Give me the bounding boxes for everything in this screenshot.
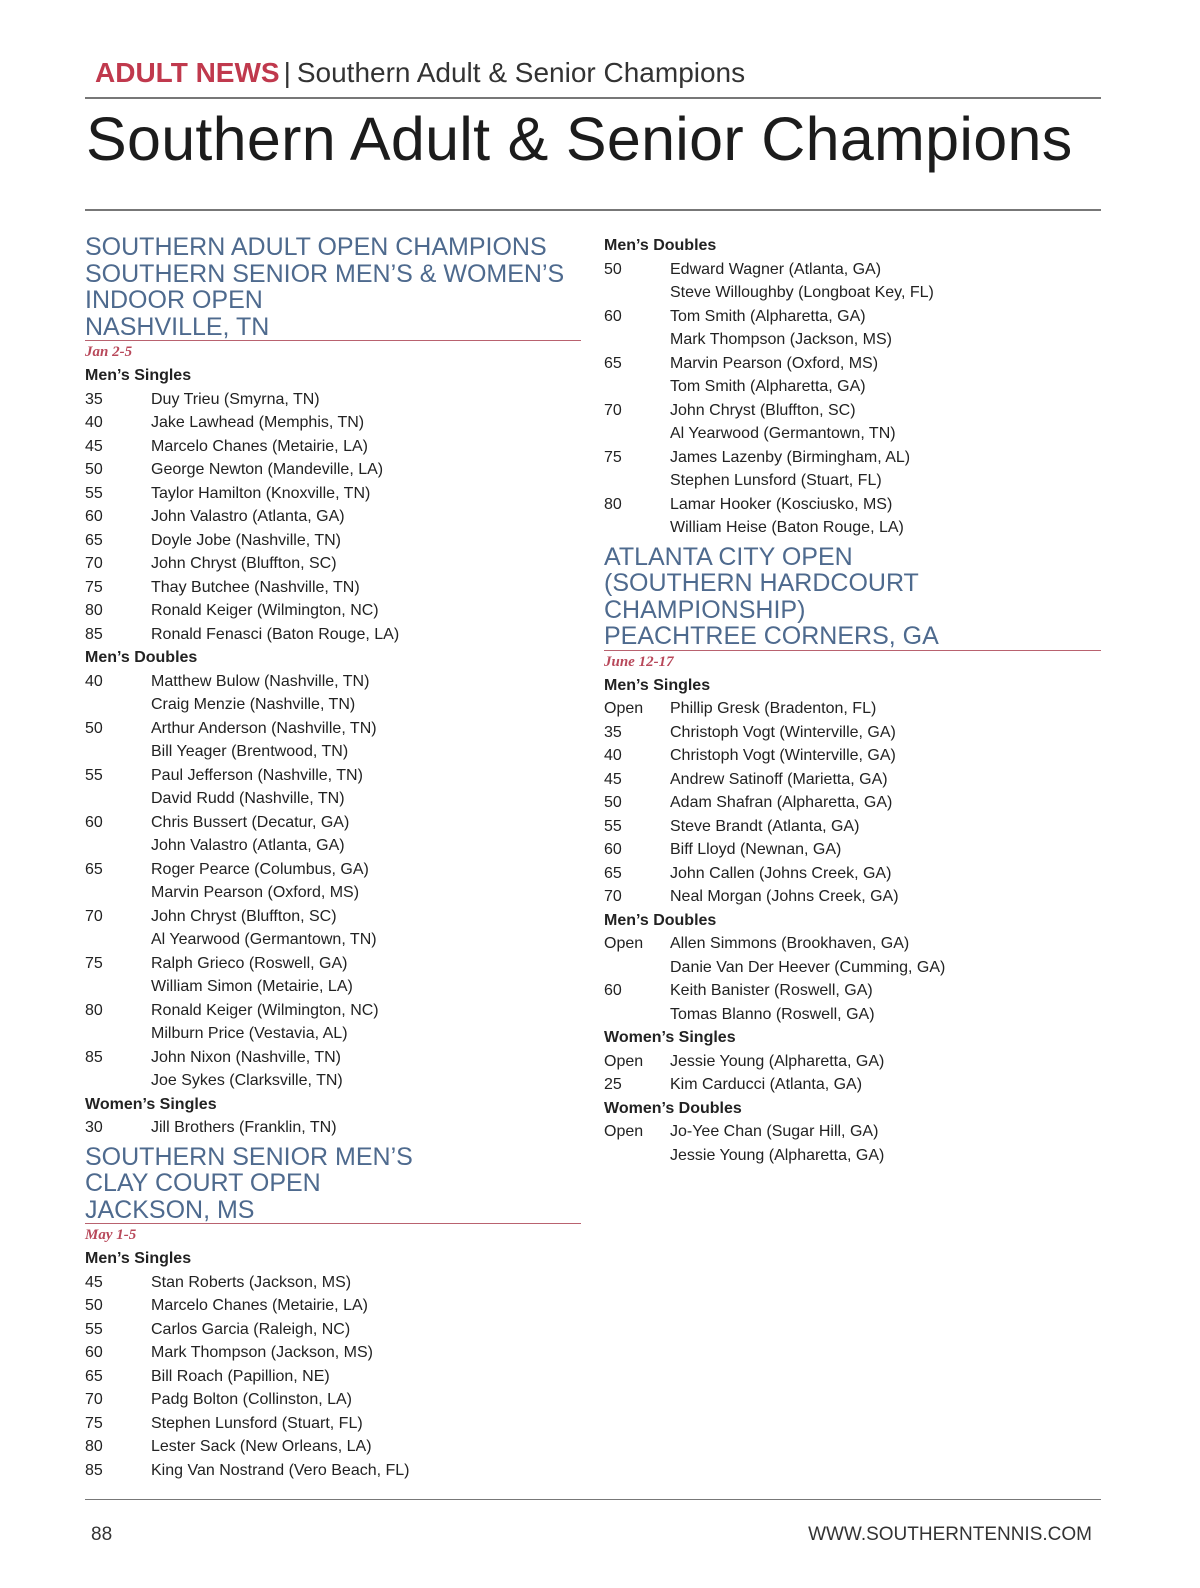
champion-row xyxy=(604,422,1101,446)
champion-row xyxy=(604,956,1101,980)
champion-name: Duy Trieu (Smyrna, TN) xyxy=(151,390,320,408)
age-division: 25 xyxy=(604,1076,622,1093)
champion-name: Padg Bolton (Collinston, LA) xyxy=(151,1391,352,1408)
age-division: 50 xyxy=(604,260,622,278)
age-division: 65 xyxy=(85,531,103,549)
champion-name: Biff Lloyd (Newnan, GA) xyxy=(670,841,842,858)
champion-name: Joe Sykes (Clarksville, TN) xyxy=(151,1072,343,1089)
champion-name: Jo-Yee Chan (Sugar Hill, GA) xyxy=(670,1123,879,1140)
tournament-heading-line: ATLANTA CITY OPEN xyxy=(604,542,853,571)
champion-name: Ronald Keiger (Wilmington, NC) xyxy=(151,602,379,619)
age-division: Open xyxy=(604,700,644,717)
champion-name: Paul Jefferson (Nashville, TN) xyxy=(151,766,363,784)
event-title: Men’s Doubles xyxy=(604,911,717,929)
champion-name: Mark Thompson (Jackson, MS) xyxy=(670,331,892,348)
champion-row xyxy=(85,999,581,1023)
age-division xyxy=(85,881,151,905)
champion-row xyxy=(85,811,581,835)
champion-name: Mark Thompson (Jackson, MS) xyxy=(151,1344,373,1361)
champion-row xyxy=(604,838,1101,862)
champion-row xyxy=(604,516,1101,540)
champion-row xyxy=(85,1435,581,1459)
champion-name: William Simon (Metairie, LA) xyxy=(151,978,353,995)
age-division: 45 xyxy=(85,1273,103,1291)
age-division xyxy=(604,1144,670,1168)
champion-name: Jessie Young (Alpharetta, GA) xyxy=(670,1146,885,1164)
tournament-heading xyxy=(85,234,581,340)
age-division: 45 xyxy=(85,437,103,455)
champion-name: Jake Lawhead (Memphis, TN) xyxy=(151,414,365,431)
age-division: 70 xyxy=(85,1391,103,1408)
champion-name: John Callen (Johns Creek, GA) xyxy=(670,864,892,882)
age-division: 65 xyxy=(85,860,103,878)
champion-row xyxy=(604,885,1101,909)
age-division: 70 xyxy=(604,401,622,419)
age-division xyxy=(604,328,670,352)
champion-row xyxy=(604,493,1101,517)
champion-row xyxy=(604,862,1101,886)
champion-row xyxy=(604,258,1101,282)
age-division xyxy=(604,469,670,493)
event-title: Men’s Singles xyxy=(604,676,711,694)
age-division: 75 xyxy=(85,578,103,596)
age-division: 55 xyxy=(85,484,103,502)
champion-name: William Heise (Baton Rouge, LA) xyxy=(670,519,904,536)
age-division: 60 xyxy=(604,841,622,858)
champion-name: George Newton (Mandeville, LA) xyxy=(151,461,384,478)
champion-row xyxy=(604,744,1101,768)
age-division: 65 xyxy=(604,354,622,372)
champion-row xyxy=(85,576,581,600)
champion-row xyxy=(604,469,1101,493)
champion-row xyxy=(604,1050,1101,1074)
champion-row xyxy=(85,1412,581,1436)
champion-name: Tomas Blanno (Roswell, GA) xyxy=(670,1005,875,1023)
champion-row xyxy=(85,1388,581,1412)
champion-name: John Chryst (Bluffton, SC) xyxy=(151,555,337,572)
age-division: 50 xyxy=(604,794,622,811)
footer-rule xyxy=(85,1499,1101,1500)
champion-name: Ralph Grieco (Roswell, GA) xyxy=(151,954,348,972)
champion-row xyxy=(85,458,581,482)
champion-row xyxy=(85,505,581,529)
header-rule xyxy=(85,97,1101,99)
age-division: 80 xyxy=(85,1438,103,1455)
age-division xyxy=(85,1069,151,1093)
champion-name: Marvin Pearson (Oxford, MS) xyxy=(151,884,360,901)
champion-name: Chris Bussert (Decatur, GA) xyxy=(151,813,350,831)
title-rule xyxy=(85,209,1101,211)
champion-name: Christoph Vogt (Winterville, GA) xyxy=(670,723,896,741)
age-division: 65 xyxy=(604,864,622,882)
section-label: ADULT NEWS xyxy=(95,57,280,88)
champion-row xyxy=(604,281,1101,305)
age-division: Open xyxy=(604,935,644,952)
champion-name: Doyle Jobe (Nashville, TN) xyxy=(151,531,341,549)
event-title: Men’s Doubles xyxy=(604,237,717,254)
champion-row xyxy=(604,768,1101,792)
champion-name: Al Yearwood (Germantown, TN) xyxy=(670,425,896,442)
champion-row xyxy=(85,529,581,553)
champion-name: Adam Shafran (Alpharetta, GA) xyxy=(670,794,893,811)
page-title: Southern Adult & Senior Champions xyxy=(86,105,1073,173)
champion-row xyxy=(85,787,581,811)
champion-row xyxy=(85,1459,581,1483)
champion-name: Carlos Garcia (Raleigh, NC) xyxy=(151,1320,351,1338)
header-subtitle: Southern Adult & Senior Champions xyxy=(296,57,746,88)
champion-name: Edward Wagner (Atlanta, GA) xyxy=(670,260,882,278)
champion-name: Stephen Lunsford (Stuart, FL) xyxy=(151,1414,363,1432)
champion-name: Al Yearwood (Germantown, TN) xyxy=(151,931,377,948)
champion-row xyxy=(604,791,1101,815)
champion-row xyxy=(85,905,581,929)
age-division: 80 xyxy=(85,602,103,619)
event-title: Women’s Singles xyxy=(604,1029,736,1046)
tournament-block xyxy=(85,234,581,1140)
page-number: 88 xyxy=(91,1524,113,1545)
age-division: 60 xyxy=(604,982,622,999)
champion-row xyxy=(604,375,1101,399)
champion-row xyxy=(85,1341,581,1365)
age-division xyxy=(85,787,151,811)
champion-name: Craig Menzie (Nashville, TN) xyxy=(151,696,356,713)
age-division: 60 xyxy=(85,1344,103,1361)
tournament-heading-line: JACKSON, MS xyxy=(85,1195,255,1224)
champion-row xyxy=(604,1144,1101,1168)
age-division: 50 xyxy=(85,719,103,737)
champion-row xyxy=(85,1046,581,1070)
champion-name: Bill Roach (Papillion, NE) xyxy=(151,1367,330,1385)
champion-row xyxy=(85,1116,581,1140)
footer-url: WWW.SOUTHERNTENNIS.COM xyxy=(808,1524,1092,1545)
age-division xyxy=(604,375,670,399)
champion-name: Lester Sack (New Orleans, LA) xyxy=(151,1438,372,1455)
champion-row xyxy=(85,1271,581,1295)
age-division: Open xyxy=(604,1052,644,1070)
age-division: 70 xyxy=(604,888,622,905)
age-division xyxy=(85,834,151,858)
champion-row xyxy=(85,693,581,717)
champion-row xyxy=(85,740,581,764)
champion-name: Roger Pearce (Columbus, GA) xyxy=(151,860,369,878)
champion-row xyxy=(85,834,581,858)
champion-name: Danie Van Der Heever (Cumming, GA) xyxy=(670,958,946,976)
champion-row xyxy=(604,1003,1101,1027)
champion-row xyxy=(85,1318,581,1342)
age-division xyxy=(604,956,670,980)
champion-name: Ronald Keiger (Wilmington, NC) xyxy=(151,1001,379,1019)
champion-name: John Chryst (Bluffton, SC) xyxy=(670,401,856,419)
champion-name: Tom Smith (Alpharetta, GA) xyxy=(670,378,866,395)
champion-row xyxy=(604,697,1101,721)
age-division xyxy=(85,693,151,717)
age-division: 35 xyxy=(604,723,622,741)
champion-name: John Nixon (Nashville, TN) xyxy=(151,1048,341,1066)
champion-row xyxy=(604,399,1101,423)
age-division: 80 xyxy=(604,495,622,513)
champion-name: Andrew Satinoff (Marietta, GA) xyxy=(670,770,888,788)
header-separator: | xyxy=(283,57,291,88)
age-division: 85 xyxy=(85,625,103,643)
age-division: 75 xyxy=(85,1414,103,1432)
champion-name: Stan Roberts (Jackson, MS) xyxy=(151,1273,352,1291)
tournament-heading-line: SOUTHERN SENIOR MEN’S xyxy=(85,1142,413,1171)
champion-row xyxy=(604,1120,1101,1144)
age-division: Open xyxy=(604,1123,644,1140)
champion-row xyxy=(85,1294,581,1318)
champion-row xyxy=(604,446,1101,470)
champion-row xyxy=(85,975,581,999)
age-division: 50 xyxy=(85,461,103,478)
champion-name: King Van Nostrand (Vero Beach, FL) xyxy=(151,1461,410,1479)
tournament-dates: Jan 2-5 xyxy=(85,344,133,360)
event-title: Women’s Doubles xyxy=(604,1099,742,1117)
champion-name: Phillip Gresk (Bradenton, FL) xyxy=(670,700,877,717)
event-title: Men’s Singles xyxy=(85,1250,192,1267)
champion-name: Keith Banister (Roswell, GA) xyxy=(670,982,873,999)
champion-row xyxy=(604,979,1101,1003)
age-division: 50 xyxy=(85,1297,103,1314)
champion-name: Milburn Price (Vestavia, AL) xyxy=(151,1025,348,1042)
age-division xyxy=(604,281,670,305)
champion-row xyxy=(85,952,581,976)
champion-row xyxy=(604,305,1101,329)
age-division: 85 xyxy=(85,1461,103,1479)
champion-row xyxy=(85,623,581,647)
age-division xyxy=(604,1003,670,1027)
age-division: 55 xyxy=(604,817,622,835)
champion-row xyxy=(604,815,1101,839)
tournament-dates: May 1-5 xyxy=(85,1227,137,1243)
champion-row xyxy=(85,552,581,576)
champion-name: Marcelo Chanes (Metairie, LA) xyxy=(151,1297,368,1314)
tournament-heading-line: PEACHTREE CORNERS, GA xyxy=(604,622,939,650)
tournament-heading xyxy=(85,1144,581,1224)
champion-row xyxy=(85,411,581,435)
champion-row xyxy=(604,721,1101,745)
champion-row xyxy=(85,858,581,882)
right-column xyxy=(604,234,1101,1167)
champion-row xyxy=(85,599,581,623)
champion-row xyxy=(85,670,581,694)
event-title: Men’s Doubles xyxy=(85,649,198,666)
champion-row xyxy=(85,482,581,506)
tournament-block xyxy=(85,1144,581,1483)
age-division: 55 xyxy=(85,766,103,784)
champion-name: Thay Butchee (Nashville, TN) xyxy=(151,578,360,596)
champion-name: Tom Smith (Alpharetta, GA) xyxy=(670,307,866,325)
champion-row xyxy=(85,1069,581,1093)
tournament-heading-line: CHAMPIONSHIP) xyxy=(604,595,806,624)
tournament-heading-line: SOUTHERN ADULT OPEN CHAMPIONS xyxy=(85,233,547,261)
champion-row xyxy=(85,764,581,788)
champion-name: Allen Simmons (Brookhaven, GA) xyxy=(670,935,910,952)
champion-name: Steve Willoughby (Longboat Key, FL) xyxy=(670,284,934,301)
age-division: 70 xyxy=(85,555,103,572)
champion-name: Christoph Vogt (Winterville, GA) xyxy=(670,747,896,764)
age-division xyxy=(604,422,670,446)
champion-name: Ronald Fenasci (Baton Rouge, LA) xyxy=(151,625,400,643)
age-division: 80 xyxy=(85,1001,103,1019)
age-division: 75 xyxy=(604,448,622,466)
tournament-heading-line: INDOOR OPEN xyxy=(85,286,263,314)
champion-name: John Chryst (Bluffton, SC) xyxy=(151,907,337,925)
tournament-block xyxy=(604,544,1101,1168)
age-division xyxy=(85,740,151,764)
champion-row xyxy=(85,435,581,459)
champion-row xyxy=(85,1022,581,1046)
champion-name: Lamar Hooker (Kosciusko, MS) xyxy=(670,495,893,513)
age-division: 85 xyxy=(85,1048,103,1066)
age-division: 65 xyxy=(85,1367,103,1385)
champion-name: Jessie Young (Alpharetta, GA) xyxy=(670,1052,885,1070)
age-division: 40 xyxy=(604,747,622,764)
champion-name: Kim Carducci (Atlanta, GA) xyxy=(670,1076,863,1093)
age-division: 60 xyxy=(604,307,622,325)
champion-name: Taylor Hamilton (Knoxville, TN) xyxy=(151,484,371,502)
champion-row xyxy=(604,328,1101,352)
age-division xyxy=(85,975,151,999)
champion-row xyxy=(604,1073,1101,1097)
tournament-heading-line: SOUTHERN SENIOR MEN’S & WOMEN’S xyxy=(85,259,565,288)
champion-row xyxy=(85,928,581,952)
champion-row xyxy=(604,932,1101,956)
champion-name: Stephen Lunsford (Stuart, FL) xyxy=(670,472,882,489)
tournament-heading xyxy=(604,544,1101,650)
age-division: 60 xyxy=(85,508,103,525)
age-division: 40 xyxy=(85,414,103,431)
tournament-heading-line: CLAY COURT OPEN xyxy=(85,1169,321,1197)
tournament-heading-line: NASHVILLE, TN xyxy=(85,312,270,341)
event-title: Men’s Singles xyxy=(85,367,192,384)
age-division: 35 xyxy=(85,390,103,408)
age-division: 40 xyxy=(85,672,103,690)
champion-row xyxy=(604,352,1101,376)
champion-name: John Valastro (Atlanta, GA) xyxy=(151,508,345,525)
age-division: 55 xyxy=(85,1320,103,1338)
age-division: 75 xyxy=(85,954,103,972)
age-division xyxy=(85,928,151,952)
champion-name: Jill Brothers (Franklin, TN) xyxy=(151,1119,337,1136)
running-header xyxy=(95,57,1105,89)
champion-row xyxy=(85,388,581,412)
champion-name: Matthew Bulow (Nashville, TN) xyxy=(151,672,370,690)
event-title: Women’s Singles xyxy=(85,1095,217,1113)
age-division xyxy=(85,1022,151,1046)
champion-row xyxy=(85,1365,581,1389)
tournament-block xyxy=(604,234,1101,540)
left-column xyxy=(85,234,581,1482)
champion-name: David Rudd (Nashville, TN) xyxy=(151,790,345,807)
champion-name: Bill Yeager (Brentwood, TN) xyxy=(151,743,349,760)
age-division: 30 xyxy=(85,1119,103,1136)
champion-name: Neal Morgan (Johns Creek, GA) xyxy=(670,888,899,905)
champion-name: Marcelo Chanes (Metairie, LA) xyxy=(151,437,368,455)
champion-name: Marvin Pearson (Oxford, MS) xyxy=(670,354,879,372)
champion-row xyxy=(85,881,581,905)
tournament-dates: June 12-17 xyxy=(604,653,674,670)
age-division: 45 xyxy=(604,770,622,788)
age-division: 60 xyxy=(85,813,103,831)
age-division: 70 xyxy=(85,907,103,925)
champion-name: Steve Brandt (Atlanta, GA) xyxy=(670,817,860,835)
champion-name: Arthur Anderson (Nashville, TN) xyxy=(151,719,377,737)
champion-name: James Lazenby (Birmingham, AL) xyxy=(670,448,911,466)
tournament-heading-line: (SOUTHERN HARDCOURT xyxy=(604,569,919,597)
champion-row xyxy=(85,717,581,741)
champion-name: John Valastro (Atlanta, GA) xyxy=(151,837,345,854)
age-division xyxy=(604,516,670,540)
